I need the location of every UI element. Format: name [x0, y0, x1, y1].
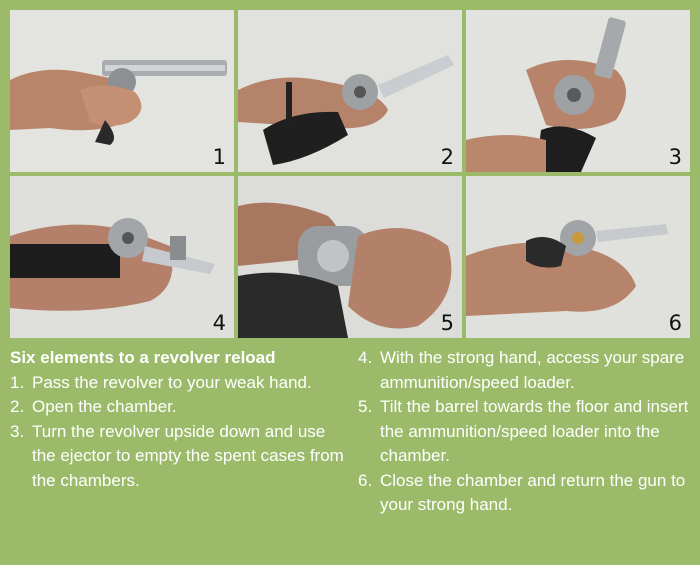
step-item [358, 346, 692, 395]
panel-number: 6 [668, 311, 682, 335]
revolver-photo-6 [466, 176, 690, 338]
photo-panel-2 [238, 10, 462, 172]
step-number: 2. [10, 397, 25, 416]
panel-number: 3 [668, 145, 682, 169]
step-text: Tilt the barrel towards the floor and insert the ammunition/speed loader into the chamber. [380, 397, 689, 465]
step-item [10, 395, 352, 420]
step-text: Open the chamber. [32, 397, 177, 416]
step-text: Close the chamber and return the gun to your strong hand. [380, 470, 686, 514]
photo-panel-3 [466, 10, 690, 172]
revolver-photo-1 [10, 10, 234, 172]
step-item [10, 420, 352, 494]
step-text: Turn the revolver upside down and use the ejector to empty the spent cases from the chambers. [32, 421, 344, 490]
instructions-title: Six elements to a revolver reload [10, 348, 276, 367]
revolver-photo-2 [238, 10, 462, 172]
instructions-column-right [358, 346, 692, 518]
instructions-caption [10, 346, 690, 561]
step-number: 1. [10, 372, 25, 392]
step-number: 3. [10, 421, 25, 441]
revolver-photo-3 [466, 10, 690, 172]
photo-panel-1 [10, 10, 234, 172]
step-item [10, 371, 352, 396]
revolver-photo-4 [10, 176, 234, 338]
instructions-column-left [10, 346, 352, 493]
step-item [358, 469, 692, 518]
step-number: 5. [358, 397, 373, 416]
panel-number: 1 [212, 145, 226, 169]
step-item [358, 395, 692, 469]
photo-panel-4 [10, 176, 234, 338]
photo-panel-5 [238, 176, 462, 338]
step-text: With the strong hand, access your spare ammunition/speed loader. [380, 348, 685, 392]
panel-number: 5 [440, 311, 454, 335]
panel-number: 4 [212, 311, 226, 335]
panel-number: 2 [440, 145, 454, 169]
step-text: Pass the revolver to your weak hand. [32, 372, 312, 392]
photo-grid [10, 10, 690, 341]
revolver-photo-5 [238, 176, 462, 338]
step-number: 6. [358, 470, 373, 490]
step-number: 4. [358, 348, 373, 367]
photo-panel-6 [466, 176, 690, 338]
